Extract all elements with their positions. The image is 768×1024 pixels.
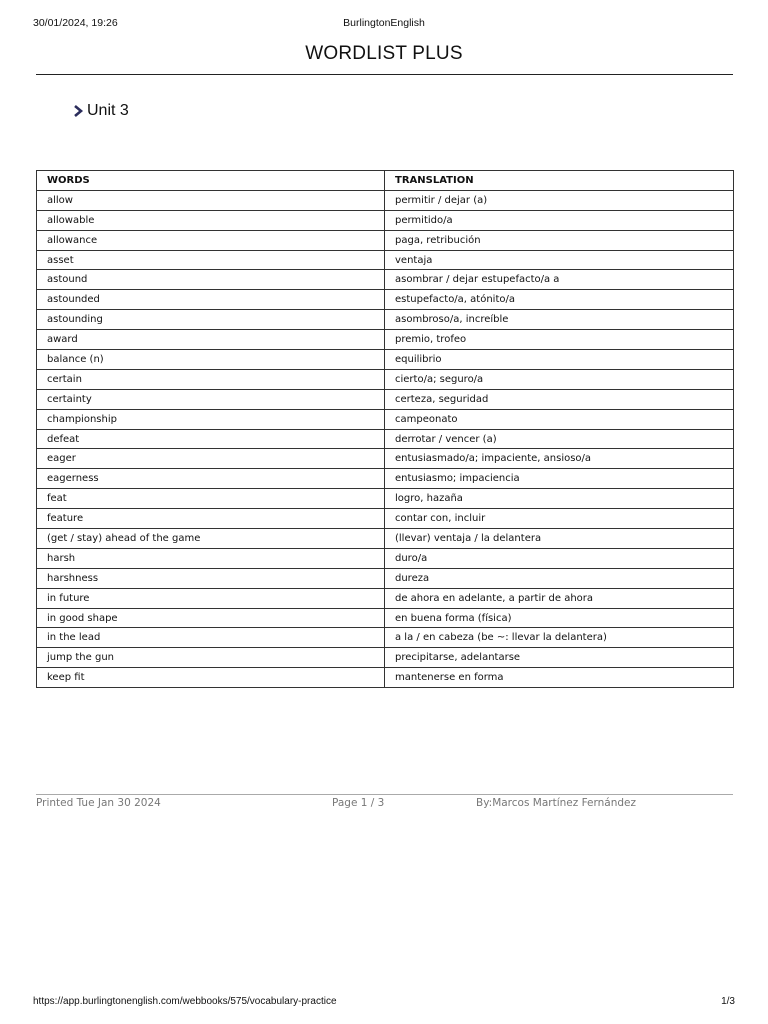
word-cell: certain (37, 369, 385, 389)
header-words: WORDS (37, 171, 385, 191)
table-row (37, 270, 734, 290)
word-cell: keep fit (37, 668, 385, 688)
word-cell: astound (37, 270, 385, 290)
translation-cell: ventaja (385, 250, 734, 270)
table-header-row (37, 171, 734, 191)
word-cell: harsh (37, 548, 385, 568)
word-cell: jump the gun (37, 648, 385, 668)
translation-cell: logro, hazaña (385, 489, 734, 509)
translation-cell: contar con, incluir (385, 509, 734, 529)
translation-cell: estupefacto/a, atónito/a (385, 290, 734, 310)
translation-cell: equilibrio (385, 350, 734, 370)
table-row (37, 608, 734, 628)
translation-cell: permitido/a (385, 210, 734, 230)
page-title: WORDLIST PLUS (305, 43, 463, 64)
table-row (37, 409, 734, 429)
wordlist-table (36, 170, 734, 688)
unit-label: Unit 3 (87, 102, 129, 119)
table-row (37, 509, 734, 529)
word-cell: astounded (37, 290, 385, 310)
translation-cell: premio, trofeo (385, 330, 734, 350)
footer-printed-date: Printed Tue Jan 30 2024 (36, 797, 161, 809)
translation-cell: cierto/a; seguro/a (385, 369, 734, 389)
table-row (37, 190, 734, 210)
translation-cell: de ahora en adelante, a partir de ahora (385, 588, 734, 608)
word-cell: astounding (37, 310, 385, 330)
table-row (37, 369, 734, 389)
word-cell: certainty (37, 389, 385, 409)
table-row (37, 250, 734, 270)
print-datetime: 30/01/2024, 19:26 (33, 17, 118, 29)
title-divider (36, 74, 733, 75)
translation-cell: (llevar) ventaja / la delantera (385, 529, 734, 549)
print-page-count: 1/3 (721, 996, 735, 1007)
table-row (37, 350, 734, 370)
word-cell: allowance (37, 230, 385, 250)
wordlist-body (37, 190, 734, 687)
footer-divider (36, 794, 733, 795)
print-site-name: BurlingtonEnglish (343, 17, 425, 29)
translation-cell: mantenerse en forma (385, 668, 734, 688)
table-row (37, 648, 734, 668)
table-row (37, 330, 734, 350)
translation-cell: precipitarse, adelantarse (385, 648, 734, 668)
footer-page-number: Page 1 / 3 (332, 797, 385, 809)
word-cell: award (37, 330, 385, 350)
table-row (37, 469, 734, 489)
word-cell: eager (37, 449, 385, 469)
translation-cell: entusiasmo; impaciencia (385, 469, 734, 489)
table-row (37, 668, 734, 688)
word-cell: in good shape (37, 608, 385, 628)
translation-cell: en buena forma (física) (385, 608, 734, 628)
word-cell: allow (37, 190, 385, 210)
translation-cell: permitir / dejar (a) (385, 190, 734, 210)
translation-cell: paga, retribución (385, 230, 734, 250)
unit-heading (73, 102, 129, 120)
translation-cell: derrotar / vencer (a) (385, 429, 734, 449)
table-row (37, 548, 734, 568)
translation-cell: campeonato (385, 409, 734, 429)
chevron-right-icon (73, 105, 84, 117)
print-url: https://app.burlingtonenglish.com/webbooks/575/vocabulary-practice (33, 996, 337, 1007)
translation-cell: dureza (385, 568, 734, 588)
table-row (37, 210, 734, 230)
translation-cell: asombrar / dejar estupefacto/a a (385, 270, 734, 290)
table-row (37, 568, 734, 588)
translation-cell: asombroso/a, increíble (385, 310, 734, 330)
translation-cell: duro/a (385, 548, 734, 568)
table-row (37, 588, 734, 608)
translation-cell: certeza, seguridad (385, 389, 734, 409)
word-cell: allowable (37, 210, 385, 230)
word-cell: feature (37, 509, 385, 529)
table-row (37, 429, 734, 449)
word-cell: balance (n) (37, 350, 385, 370)
translation-cell: a la / en cabeza (be ~: llevar la delantera) (385, 628, 734, 648)
translation-cell: entusiasmado/a; impaciente, ansioso/a (385, 449, 734, 469)
word-cell: asset (37, 250, 385, 270)
table-row (37, 628, 734, 648)
word-cell: feat (37, 489, 385, 509)
word-cell: eagerness (37, 469, 385, 489)
table-row (37, 489, 734, 509)
header-translation: TRANSLATION (385, 171, 734, 191)
word-cell: (get / stay) ahead of the game (37, 529, 385, 549)
word-cell: in the lead (37, 628, 385, 648)
table-row (37, 230, 734, 250)
word-cell: in future (37, 588, 385, 608)
word-cell: harshness (37, 568, 385, 588)
table-row (37, 529, 734, 549)
table-row (37, 449, 734, 469)
table-row (37, 389, 734, 409)
footer-author: By:Marcos Martínez Fernández (476, 797, 637, 809)
word-cell: defeat (37, 429, 385, 449)
table-row (37, 310, 734, 330)
table-row (37, 290, 734, 310)
word-cell: championship (37, 409, 385, 429)
